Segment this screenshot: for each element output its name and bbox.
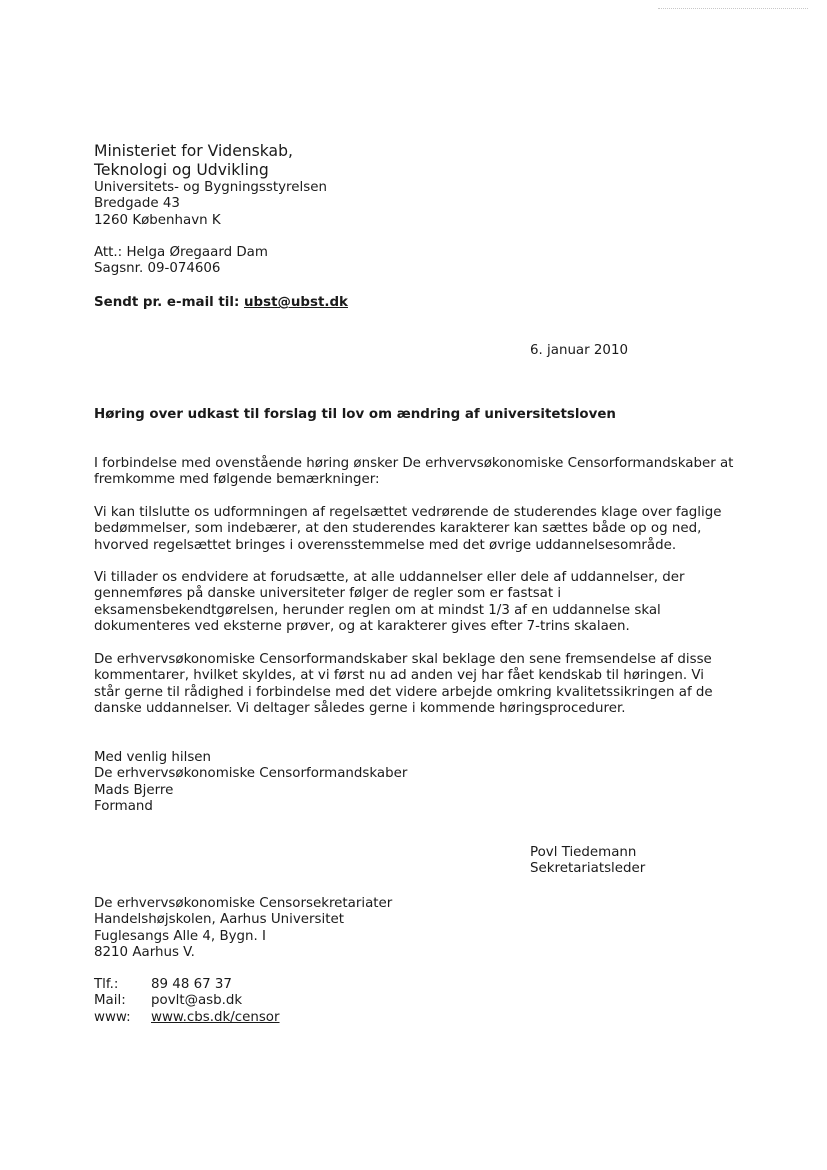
paragraph-line: Vi kan tilslutte os udformningen af regelsættet vedrørende de studerendes klage over faglige [94,505,722,520]
paragraph-line: danske uddannelser. Vi deltager således gerne i kommende høringsprocedurer. [94,700,626,716]
contact-mail-row [94,993,280,1009]
sender-street: Fuglesangs Alle 4, Bygn. I [94,928,267,944]
letter-subject: Høring over udkast til forslag til lov om ændring af universitetsloven [94,407,616,422]
recipient-dept: Universitets- og Bygningsstyrelsen [94,180,327,195]
sent-by-email-line [94,295,348,311]
closing-greeting: Med venlig hilsen [94,750,212,765]
www-label: www: [94,1009,131,1025]
attention-line: Att.: Helga Øregaard Dam [94,245,268,260]
contact-www-row [94,1010,280,1026]
recipient-street: Bredgade 43 [94,196,180,212]
sender-city: 8210 Aarhus V. [94,944,195,960]
recipient-address [94,142,327,229]
body-paragraph-4 [94,652,713,717]
closing-block [94,750,407,815]
paragraph-line: bedømmelser, som indebærer, at den studerendes karakterer kan sættes både op og ned, [94,521,702,537]
paragraph-line: I forbindelse med ovenstående høring ønsker De erhvervsøkonomiske Censorformandskaber at [94,456,734,471]
body-paragraph-1 [94,456,733,489]
paragraph-line: De erhvervsøkonomiske Censorformandskaber skal beklage den sene fremsendelse af disse [94,652,712,667]
phone-value: 89 48 67 37 [151,977,232,992]
secretary-block [530,845,645,878]
contact-phone-row [94,977,280,993]
secretary-name: Povl Tiedemann [530,845,637,860]
paragraph-line: hvorved regelsættet bringes i overensstemmelse med det øvrige uddannelsesområde. [94,537,677,553]
body-paragraph-3 [94,570,685,635]
sender-institution: Handelshøjskolen, Aarhus Universitet [94,912,344,928]
paragraph-line: står gerne til rådighed i forbindelse med det videre arbejde omkring kvalitetssikringen af de [94,684,713,700]
recipient-org-line2: Teknologi og Udvikling [94,161,269,179]
recipient-org-line1: Ministeriet for Videnskab, [94,142,293,160]
paragraph-line: dokumenteres ved eksterne prøver, og at karakterer gives efter 7-trins skalaen. [94,618,630,634]
sender-org: De erhvervsøkonomiske Censorsekretariater [94,896,393,911]
body-paragraph-2 [94,505,721,554]
contact-block [94,977,280,1026]
case-number: Sagsnr. 09-074606 [94,261,221,277]
reference-block [94,245,268,278]
signer-name: Mads Bjerre [94,782,174,798]
letter-date: 6. januar 2010 [530,343,628,358]
paragraph-line: eksamensbekendtgørelsen, herunder reglen om at mindst 1/3 af en uddannelse skal [94,602,661,618]
paragraph-line: gennemføres på danske universiteter følger de regler som er fastsat i [94,586,562,602]
recipient-email-link[interactable]: ubst@ubst.dk [244,295,348,310]
phone-label: Tlf.: [94,977,119,992]
mail-label: Mail: [94,993,126,1009]
paragraph-line: Vi tillader os endvidere at forudsætte, at alle uddannelser eller dele af uddannelser, der [94,570,685,585]
website-link[interactable]: www.cbs.dk/censor [151,1009,280,1025]
mail-value[interactable]: povlt@asb.dk [151,993,243,1009]
paragraph-line: kommentarer, hvilket skyldes, at vi først nu ad anden vej har fået kendskab til høringen. Vi [94,668,704,684]
sender-address [94,896,392,961]
closing-org: De erhvervsøkonomiske Censorformandskaber [94,766,408,782]
scan-artifact-line [658,8,808,10]
signer-title: Formand [94,798,153,814]
recipient-city: 1260 København K [94,212,221,228]
paragraph-line: fremkomme med følgende bemærkninger: [94,472,380,488]
secretary-title: Sekretariatsleder [530,861,646,877]
sent-label: Sendt pr. e-mail til: [94,295,245,310]
